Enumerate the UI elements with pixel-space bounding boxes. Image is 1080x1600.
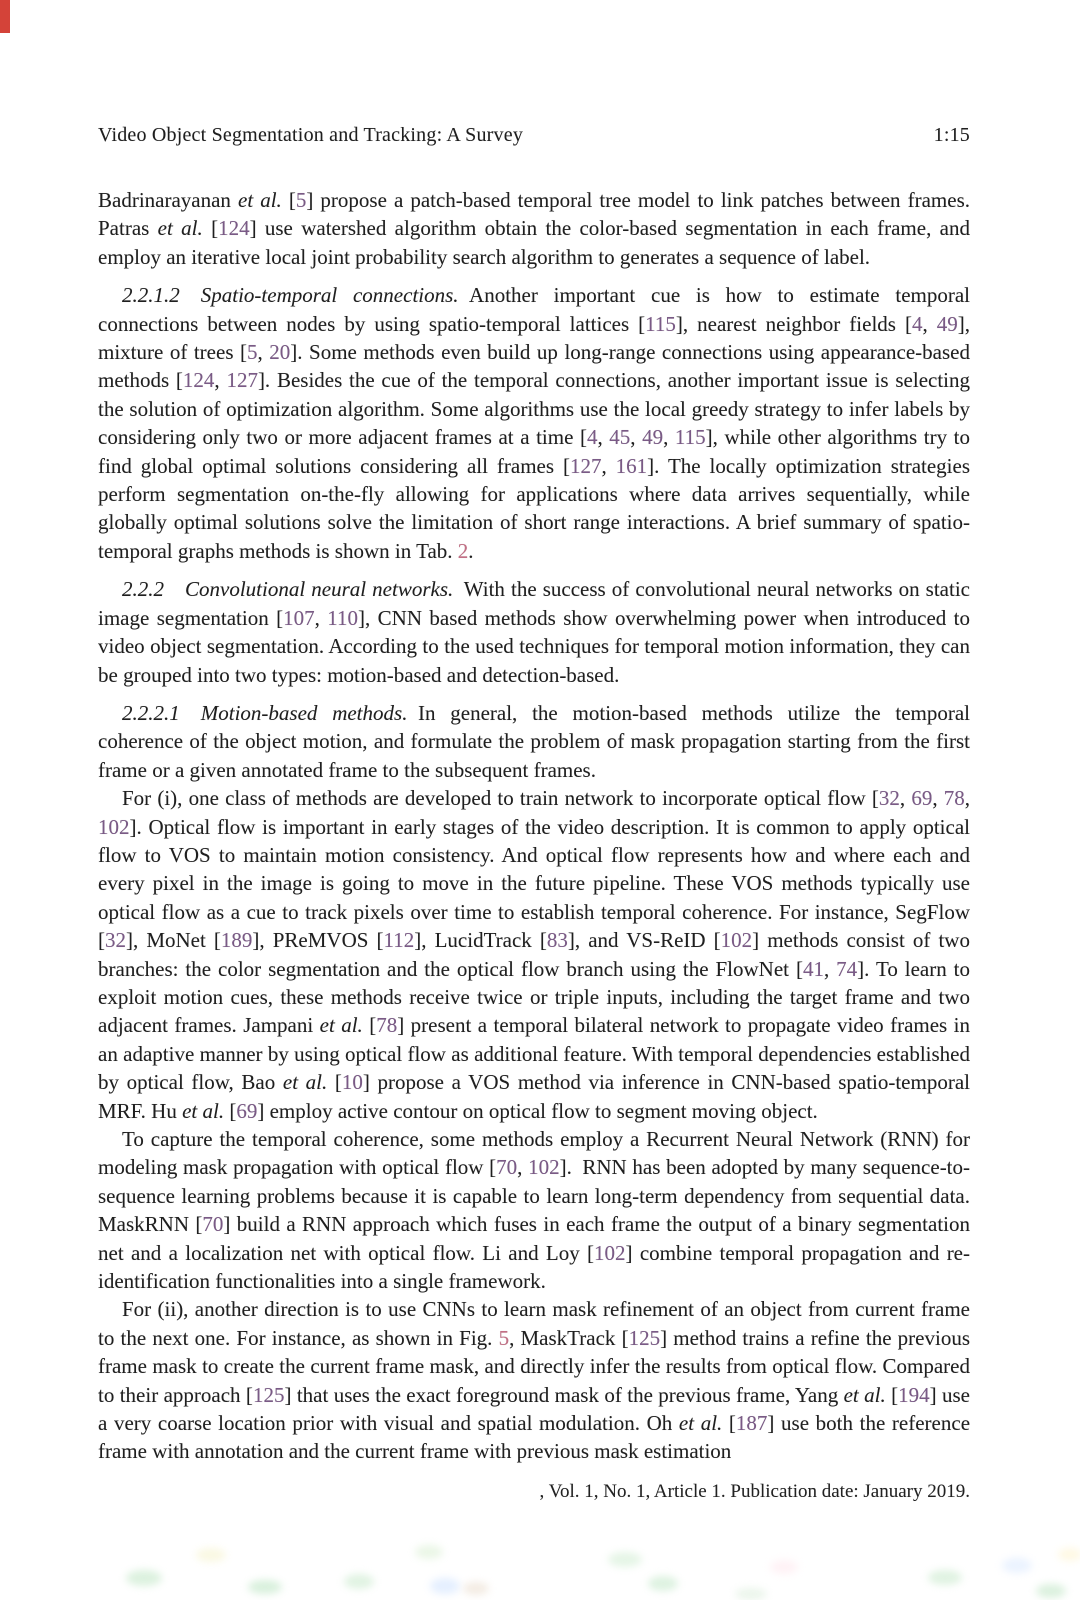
paragraph-mask-refinement-methods: For (ii), another direction is to use CNNs to learn mask refinement of an object from current frame to the next one. For instance, as shown in Fig. 5, MaskTrack [125] method trains a refine the previous frame mask to create the current frame mask, and directly infer the results from optical flow. Compared to their approach [125] that uses the exact foreground mask of the previous frame, Yang et al. [194] use a very coarse location prior with visual and spatial modulation. Oh et al. [187] use both the reference frame with annotation and the current frame with previous mask estimation [98,1297,971,1464]
running-title: Video Object Segmentation and Tracking: A Survey [98,124,524,146]
noise-blob [196,1548,226,1562]
section-2221-motion-based-methods: 2.2.2.1 Motion-based methods. In general, the motion-based methods utilize the temporal coherence of the object motion, and formulate the problem of mask propagation starting from the first frame or a given annotated frame to the subsequent frames. [98,700,970,782]
publication-note: , Vol. 1, No. 1, Article 1. Publication date: January 2019. [539,1481,970,1502]
noise-blob [648,1576,678,1591]
corner-scan-mark [0,0,10,33]
noise-blob [1036,1584,1066,1598]
noise-blob [126,1570,162,1586]
paragraph-patch-based-tree: Badrinarayanan et al. [5] propose a patch-based temporal tree model to link patches between frames. Patras et al. [124] use watershed algorithm obtain the color-based segmentation in each frame, and employ an iterative local joint probability search algorithm to generates a sequence of label. [98,188,970,269]
section-2212-spatio-temporal-connections: 2.2.1.2 Spatio-temporal connections. Another important cue is how to estimate temporal connections between nodes by using spatio-temporal lattices [115], nearest neighbor fields [4, 49], mixture of trees [5, 20]. Some methods even build up long-range connections using appearance-based methods [124, 127]. Besides the cue of the temporal connections, another important issue is selecting the solution of optimization algorithm. Some algorithms use the local greedy strategy to infer labels by considering only two or more adjacent frames at a time [4, 45, 49, 115], while other algorithms try to find global optimal solutions considering all frames [127, 161]. The locally optimization strategies perform segmentation on-the-fly allowing for applications where data arrives sequentially, while globally optimal solutions solve the limitation of short range interactions. A brief summary of spatio-temporal graphs methods is shown in Tab. 2. [98,283,971,563]
page-number: 1:15 [933,124,970,146]
noise-blob [463,1582,489,1595]
page-header [98,124,970,147]
noise-blob [770,1560,798,1574]
paragraph-optical-flow-methods: For (i), one class of methods are developed to train network to incorporate optical flow [32, 69, 78, 102]. Optical flow is important in early stages of the video description. It is common to apply optical flow to VOS to maintain motion consistency. And optical flow represents how and where each and every pixel in the image is going to move in the future pipeline. These VOS methods typically use optical flow as a cue to track pixels over time to establish temporal coherence. For instance, SegFlow [32], MoNet [189], PReMVOS [112], LucidTrack [83], and VS-ReID [102] methods consist of two branches: the color segmentation and the optical flow branch using the FlowNet [41, 74]. To learn to exploit motion cues, these methods receive twice or triple inputs, including the target frame and two adjacent frames. Jampani et al. [78] present a temporal bilateral network to propagate video frames in an adaptive manner by using optical flow as additional feature. With temporal dependencies established by optical flow, Bao et al. [10] propose a VOS method via inference in CNN-based spatio-temporal MRF. Hu et al. [69] employ active contour on optical flow to segment moving object. [98,786,971,1123]
noise-blob [1058,1548,1080,1561]
noise-blob [415,1545,443,1559]
noise-blob [608,1552,642,1567]
section-222-convolutional-neural-networks: 2.2.2 Convolutional neural networks. With the success of convolutional neural networks on static image segmentation [107, 110], CNN based methods show overwhelming power when introduced to video object segmentation. According to the used techniques for temporal motion information, they can be grouped into two types: motion-based and detection-based. [98,577,971,687]
noise-blob [735,1588,767,1600]
noise-blob [344,1574,374,1589]
noise-blob [1002,1558,1032,1573]
paragraph-rnn-methods: To capture the temporal coherence, some methods employ a Recurrent Neural Network (RNN) for modeling mask propagation with optical flow [70, 102]. RNN has been adopted by many sequence-to-sequence learning problems because it is capable to learn long-term dependency from sequential data. MaskRNN [70] build a RNN approach which fuses in each frame the output of a binary segmentation net and a localization net with optical flow. Li and Loy [102] combine temporal propagation and re-identification functionalities into a single framework. [98,1127,971,1294]
page-footer [98,1481,970,1503]
noise-blob [928,1570,962,1585]
paper-body [98,186,970,1466]
noise-blob [248,1580,282,1594]
noise-blob [430,1578,460,1594]
